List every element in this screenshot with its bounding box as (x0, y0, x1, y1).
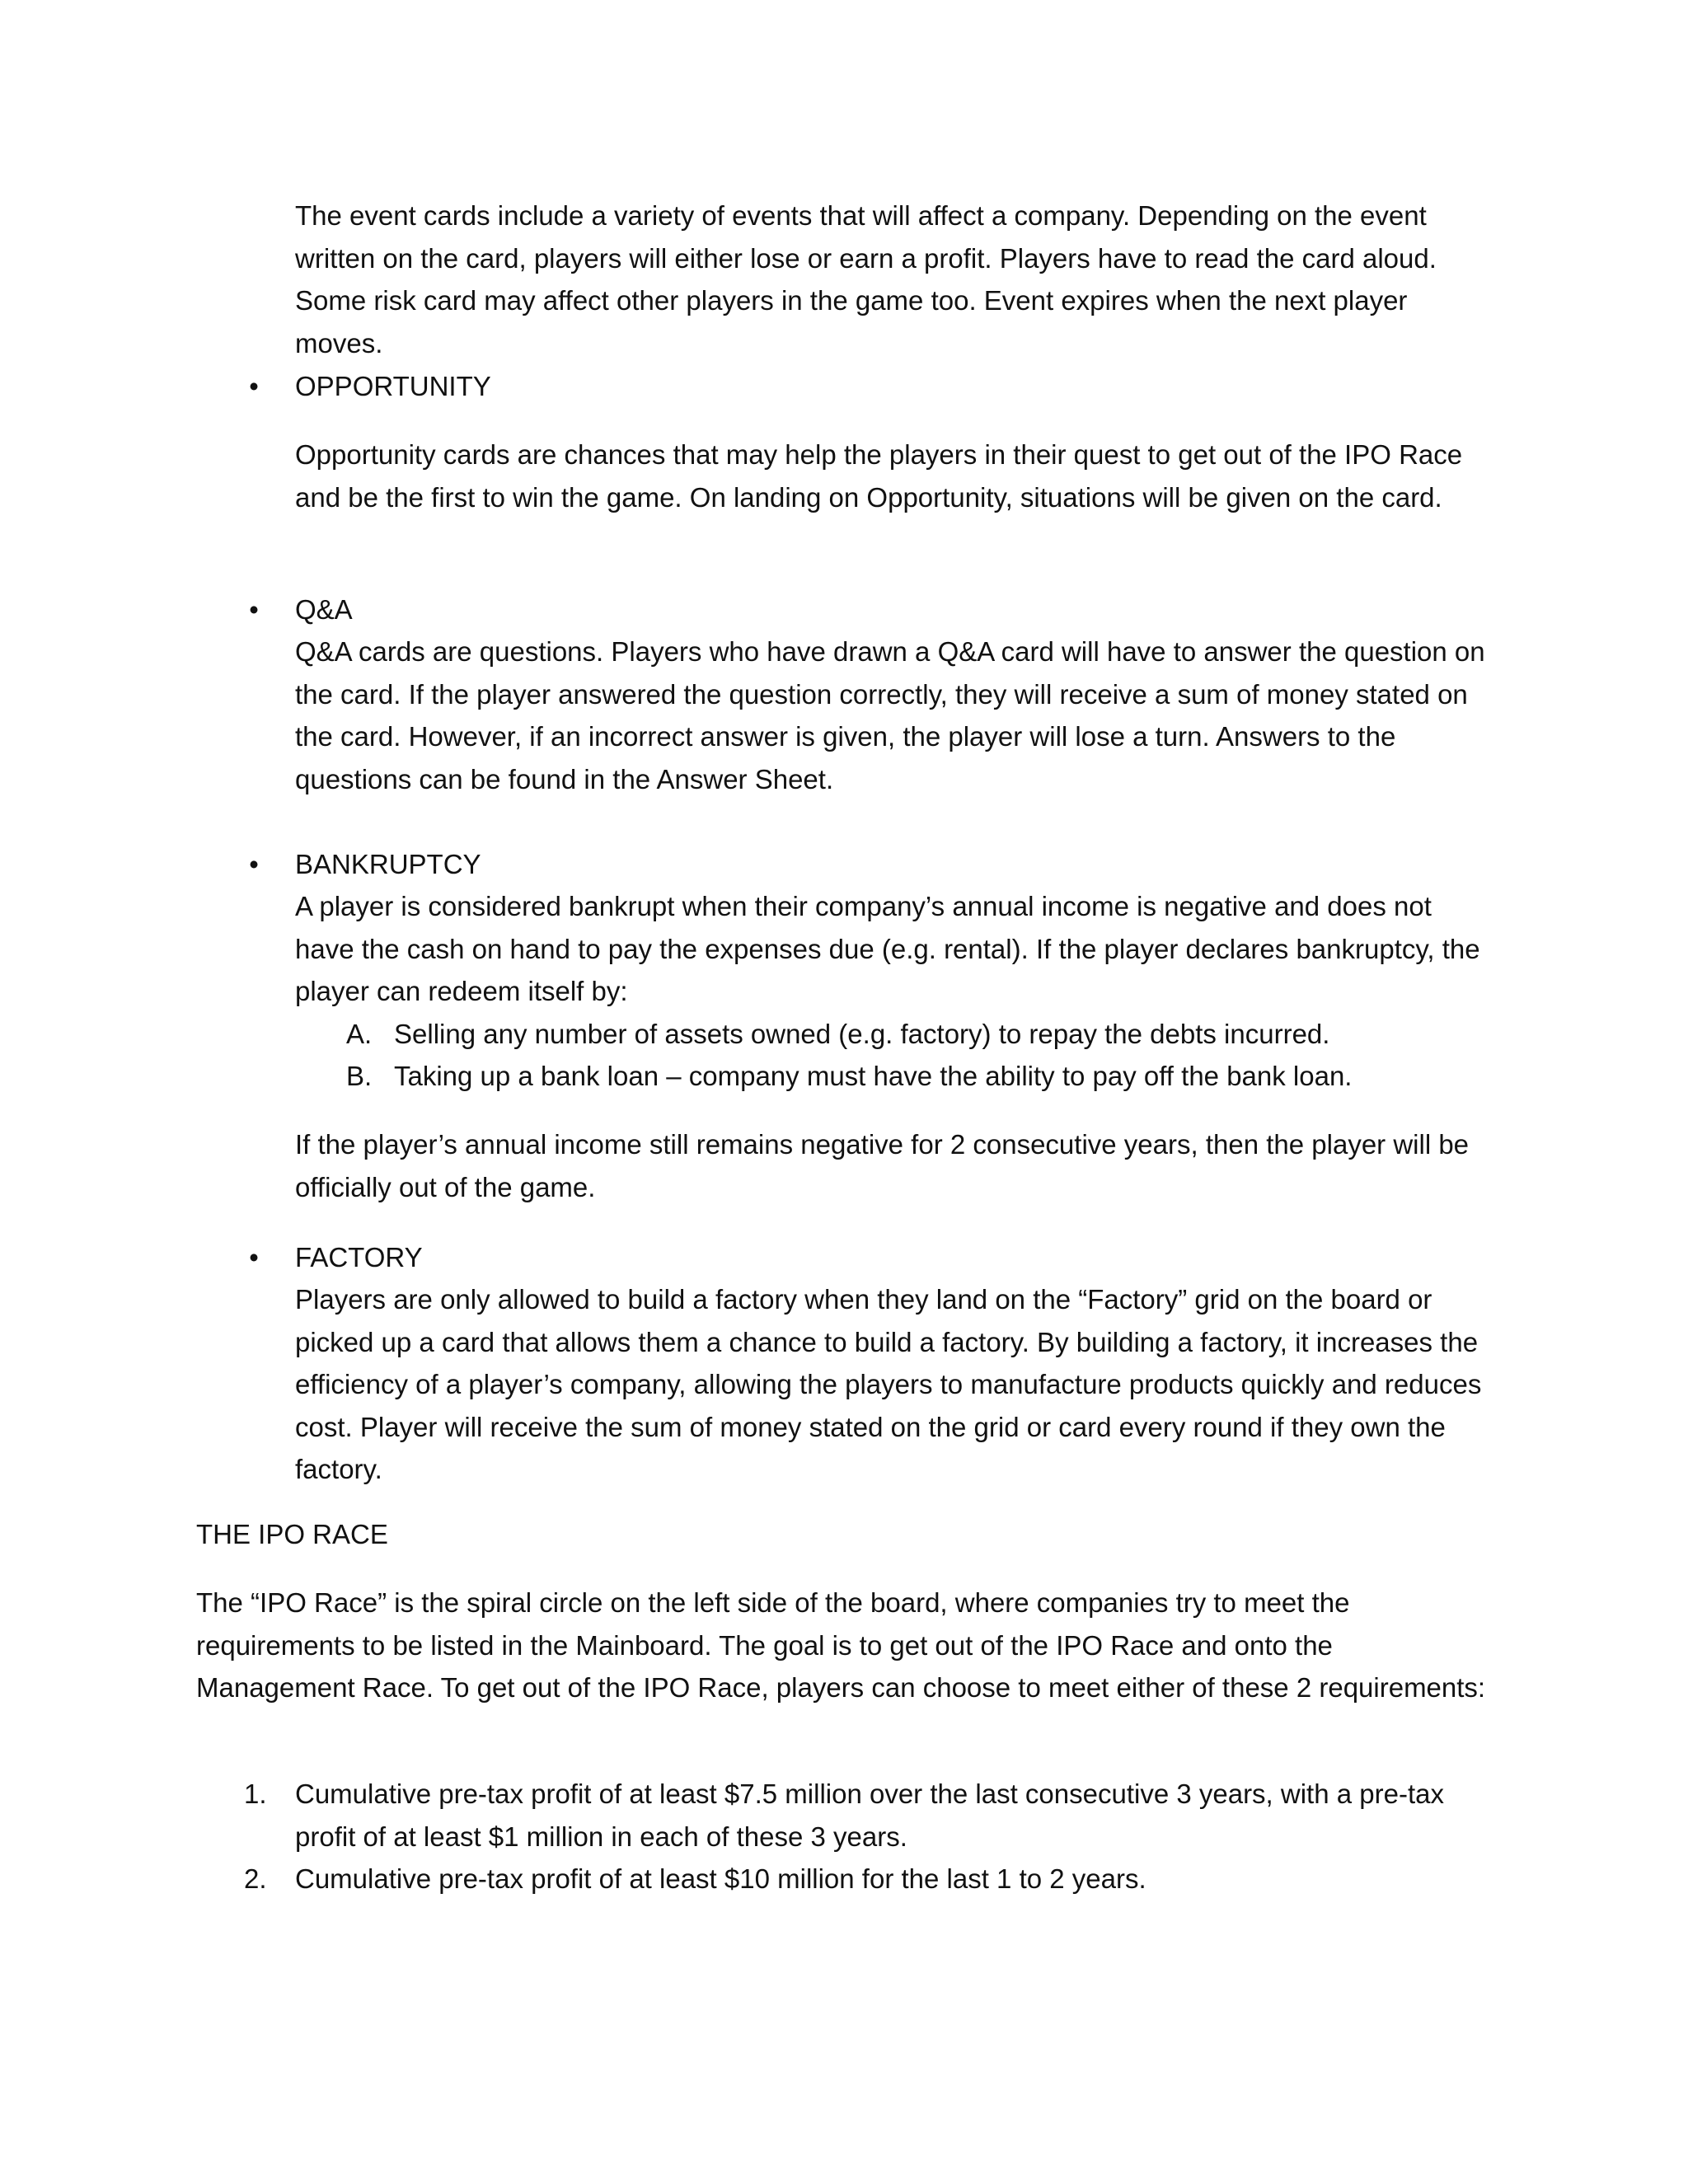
requirement-text: Cumulative pre-tax profit of at least $10 million for the last 1 to 2 years. (295, 1863, 1146, 1894)
bankruptcy-followup-paragraph: If the player’s annual income still remains negative for 2 consecutive years, then the player will be officially out of the game. (295, 1129, 1470, 1202)
factory-paragraph: Players are only allowed to build a factory when they land on the “Factory” grid on the board or picked up a card that allows them a chance to build a factory. By building a factory, it increases the efficiency of a player’s company, allowing the players to manufacture products quickly and reduces cost. Player will receive the sum of money stated on the grid or card every round if they own the factory. (295, 1284, 1482, 1484)
ipo-race-paragraph: The “IPO Race” is the spiral circle on the left side of the board, where companies try to meet the requirements to be listed in the Mainboard. The goal is to get out of the IPO Race and onto the Management Race. To get out of the IPO Race, players can choose to meet either of these 2 requirements: (196, 1587, 1486, 1703)
qa-paragraph: Q&A cards are questions. Players who have drawn a Q&A card will have to answer the question on the card. If the player answered the question correctly, they will receive a sum of money stated on the card. However, if an incorrect answer is given, the player will lose a turn. Answers to the questions can be found in the Answer Sheet. (295, 636, 1485, 794)
bullet-mark: • (249, 849, 259, 879)
requirement-text: Cumulative pre-tax profit of at least $7.5 million over the last consecutive 3 years, with a pre-tax profit of at least $1 million in each of these 3 years. (295, 1779, 1444, 1852)
bankruptcy-paragraph: A player is considered bankrupt when their company’s annual income is negative and does not have the cash on hand to pay the expenses due (e.g. rental). If the player declares bankruptcy, the player can redeem itself by: (295, 891, 1480, 1006)
opportunity-paragraph: Opportunity cards are chances that may help the players in their quest to get out of the IPO Race and be the first to win the game. On landing on Opportunity, situations will be given on the card. (295, 439, 1463, 513)
event-cards-paragraph: The event cards include a variety of events that will affect a company. Depending on the event written on the card, players will either lose or earn a profit. Players have to read the card aloud. Some risk card may affect other players in the game too. Event expires when the next player moves. (295, 200, 1437, 359)
section-heading-ipo-race: THE IPO RACE (196, 1519, 388, 1549)
sub-mark: B. (346, 1061, 373, 1091)
bullet-label-opportunity: OPPORTUNITY (295, 371, 491, 401)
sub-mark: A. (346, 1019, 373, 1049)
bullet-mark: • (249, 594, 259, 625)
bullet-label-bankruptcy: BANKRUPTCY (295, 849, 481, 879)
list-number: 1. (244, 1779, 267, 1809)
bullet-label-factory: FACTORY (295, 1242, 423, 1272)
bullet-label-qa: Q&A (295, 594, 353, 625)
sub-text: Selling any number of assets owned (e.g. factory) to repay the debts incurred. (394, 1019, 1330, 1049)
bullet-mark: • (249, 371, 259, 401)
bullet-mark: • (249, 1242, 259, 1272)
sub-text: Taking up a bank loan – company must have the ability to pay off the bank loan. (394, 1061, 1353, 1091)
list-number: 2. (244, 1863, 267, 1894)
